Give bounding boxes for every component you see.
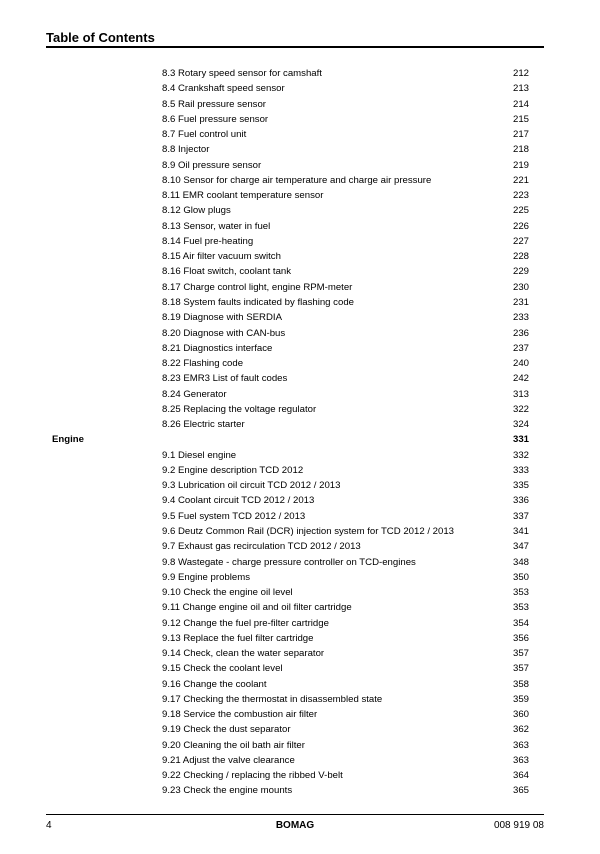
toc-entry-title: 8.15 Air filter vacuum switch — [162, 251, 281, 263]
toc-entry[interactable] — [0, 570, 600, 585]
toc-entry-page-number: 219 — [512, 159, 529, 171]
toc-entry[interactable] — [0, 661, 600, 676]
toc-entry-title: 9.1 Diesel engine — [162, 449, 237, 461]
toc-entry-title: 8.17 Charge control light, engine RPM-meter — [162, 281, 353, 293]
toc-entry[interactable] — [0, 783, 600, 798]
toc-entry[interactable] — [0, 97, 600, 112]
toc-entry-page-number: 353 — [512, 587, 529, 599]
toc-entry-page-number: 322 — [512, 403, 529, 415]
toc-entry-title: 8.12 Glow plugs — [162, 205, 231, 217]
toc-entry-page-number: 218 — [512, 144, 529, 156]
toc-entry-title: 9.18 Service the combustion air filter — [162, 709, 318, 721]
toc-entry-title: 9.16 Change the coolant — [162, 678, 267, 690]
toc-entry[interactable] — [0, 616, 600, 631]
toc-entry[interactable] — [0, 753, 600, 768]
toc-entry-title: 8.16 Float switch, coolant tank — [162, 266, 292, 278]
toc-entry-title: 8.19 Diagnose with SERDIA — [162, 312, 282, 324]
toc-entry-page-number: 336 — [512, 495, 529, 507]
toc-entry[interactable] — [0, 524, 600, 539]
toc-entry[interactable] — [0, 249, 600, 264]
toc-entry-title: 9.12 Change the fuel pre-filter cartridge — [162, 617, 329, 629]
toc-entry[interactable] — [0, 722, 600, 737]
toc-entry-page-number: 360 — [512, 709, 529, 721]
toc-entry[interactable] — [0, 555, 600, 570]
page-header — [46, 29, 544, 49]
toc-entry-title: 9.13 Replace the fuel filter cartridge — [162, 632, 314, 644]
toc-entry-page-number: 341 — [512, 525, 529, 537]
toc-entry[interactable] — [0, 341, 600, 356]
toc-entry-page-number: 364 — [512, 770, 529, 782]
toc-entry-page-number: 365 — [512, 785, 529, 797]
toc-entry-page-number: 356 — [512, 632, 529, 644]
toc-entry-page-number: 363 — [512, 754, 529, 766]
toc-entry[interactable] — [0, 768, 600, 783]
page-title: Table of Contents — [46, 30, 155, 45]
footer-brand: BOMAG — [275, 820, 315, 831]
toc-entry-title: 8.10 Sensor for charge air temperature and charge air pressure — [162, 174, 432, 186]
toc-entry-title: 9.17 Checking the thermostat in disassembled state — [162, 693, 383, 705]
toc-entry-page-number: 215 — [512, 113, 529, 125]
toc-entry[interactable] — [0, 188, 600, 203]
toc-entry-title: 8.21 Diagnostics interface — [162, 342, 273, 354]
toc-entry-page-number: 226 — [512, 220, 529, 232]
toc-entry-title: Engine — [52, 434, 84, 446]
toc-entry-page-number: 217 — [512, 129, 529, 141]
toc-entry[interactable] — [0, 738, 600, 753]
toc-entry-page-number: 353 — [512, 602, 529, 614]
toc-entry-page-number: 354 — [512, 617, 529, 629]
toc-entry[interactable] — [0, 402, 600, 417]
toc-entry-page-number: 357 — [512, 648, 529, 660]
toc-entry-page-number: 236 — [512, 327, 529, 339]
header-divider — [46, 46, 544, 48]
toc-entry-page-number: 242 — [512, 373, 529, 385]
toc-entry-title: 8.14 Fuel pre-heating — [162, 235, 254, 247]
table-of-contents — [0, 66, 600, 799]
toc-entry[interactable] — [0, 600, 600, 615]
toc-entry[interactable] — [0, 264, 600, 279]
toc-entry[interactable] — [0, 692, 600, 707]
toc-entry-page-number: 237 — [512, 342, 529, 354]
toc-entry-title: 8.22 Flashing code — [162, 358, 244, 370]
toc-entry-title: 8.7 Fuel control unit — [162, 129, 247, 141]
toc-entry-page-number: 240 — [512, 358, 529, 370]
toc-entry-page-number: 335 — [512, 480, 529, 492]
toc-entry[interactable] — [0, 219, 600, 234]
toc-entry-page-number: 313 — [512, 388, 529, 400]
toc-entry-title: 8.6 Fuel pressure sensor — [162, 113, 269, 125]
toc-entry-page-number: 362 — [512, 724, 529, 736]
toc-entry-page-number: 230 — [512, 281, 529, 293]
toc-entry-title: 8.3 Rotary speed sensor for camshaft — [162, 68, 322, 79]
toc-entry-title: 9.19 Check the dust separator — [162, 724, 291, 736]
footer-document-number: 008 919 08 — [493, 820, 544, 831]
toc-entry-title: 9.20 Cleaning the oil bath air filter — [162, 739, 305, 751]
toc-entry[interactable] — [0, 371, 600, 386]
toc-entry-page-number: 228 — [512, 251, 529, 263]
toc-entry-page-number: 332 — [512, 449, 529, 461]
toc-entry-page-number: 213 — [512, 83, 529, 95]
toc-entry-page-number: 233 — [512, 312, 529, 324]
toc-entry-title: 8.26 Electric starter — [162, 419, 245, 431]
toc-entry[interactable] — [0, 66, 600, 81]
toc-entry-title: 8.8 Injector — [162, 144, 210, 156]
toc-entry-title: 9.14 Check, clean the water separator — [162, 648, 325, 660]
toc-entry[interactable] — [0, 142, 600, 157]
footer-divider — [46, 814, 544, 815]
toc-entry[interactable] — [0, 478, 600, 493]
toc-entry-page-number: 358 — [512, 678, 529, 690]
toc-entry[interactable] — [0, 326, 600, 341]
toc-entry-title: 9.9 Engine problems — [162, 571, 250, 583]
toc-entry-page-number: 227 — [512, 235, 529, 247]
toc-entry-title: 9.10 Check the engine oil level — [162, 587, 293, 599]
toc-entry[interactable] — [0, 539, 600, 554]
toc-entry[interactable] — [0, 127, 600, 142]
toc-entry-page-number: 333 — [512, 464, 529, 476]
toc-entry-title: 9.11 Change engine oil and oil filter cartridge — [162, 602, 352, 614]
toc-entry[interactable] — [0, 417, 600, 432]
toc-entry-page-number: 324 — [512, 419, 529, 431]
toc-entry[interactable] — [0, 387, 600, 402]
toc-entry-title: 9.23 Check the engine mounts — [162, 785, 293, 797]
toc-entry-title: 8.23 EMR3 List of fault codes — [162, 373, 288, 385]
toc-entry[interactable] — [0, 81, 600, 96]
page-footer — [46, 814, 544, 836]
toc-entry[interactable] — [0, 295, 600, 310]
toc-entry-page-number: 221 — [512, 174, 529, 186]
toc-entry[interactable] — [0, 356, 600, 371]
toc-entry-title: 8.9 Oil pressure sensor — [162, 159, 262, 171]
toc-entry-page-number: 337 — [512, 510, 529, 522]
toc-entry[interactable] — [0, 509, 600, 524]
toc-entry-page-number: 350 — [512, 571, 529, 583]
toc-entry-title: 8.5 Rail pressure sensor — [162, 98, 266, 110]
toc-entry-page-number: 223 — [512, 190, 529, 202]
toc-entry-title: 8.25 Replacing the voltage regulator — [162, 403, 317, 415]
toc-entry-page-number: 348 — [512, 556, 529, 568]
toc-entry[interactable] — [0, 646, 600, 661]
toc-entry-title: 8.13 Sensor, water in fuel — [162, 220, 271, 232]
toc-entry[interactable] — [0, 585, 600, 600]
toc-entry[interactable] — [0, 173, 600, 188]
toc-entry-title: 9.6 Deutz Common Rail (DCR) injection system for TCD 2012 / 2013 — [162, 525, 455, 537]
toc-entry-page-number: 212 — [512, 68, 529, 79]
toc-entry-title: 9.5 Fuel system TCD 2012 / 2013 — [162, 510, 306, 522]
toc-entry-title: 9.4 Coolant circuit TCD 2012 / 2013 — [162, 495, 315, 507]
toc-entry[interactable] — [0, 280, 600, 295]
toc-entry-page-number: 231 — [512, 296, 529, 308]
toc-entry[interactable] — [0, 203, 600, 218]
toc-entry-page-number: 357 — [512, 663, 529, 675]
toc-entry-title: 9.21 Adjust the valve clearance — [162, 754, 295, 766]
footer-page-number: 4 — [46, 820, 52, 831]
toc-entry[interactable] — [0, 448, 600, 463]
toc-entry-title: 9.2 Engine description TCD 2012 — [162, 464, 304, 476]
toc-entry-title: 9.7 Exhaust gas recirculation TCD 2012 / 2013 — [162, 541, 361, 553]
toc-entry-page-number: 347 — [512, 541, 529, 553]
toc-entry-title: 9.8 Wastegate - charge pressure controller on TCD-engines — [162, 556, 416, 568]
toc-entry-title: 9.22 Checking / replacing the ribbed V-belt — [162, 770, 343, 782]
toc-entry-title: 8.11 EMR coolant temperature sensor — [162, 190, 324, 202]
toc-chapter-entry[interactable] — [0, 432, 600, 447]
toc-entry[interactable] — [0, 234, 600, 249]
toc-entry-page-number: 359 — [512, 693, 529, 705]
toc-entry-title: 8.20 Diagnose with CAN-bus — [162, 327, 286, 339]
toc-entry-page-number: 331 — [512, 434, 529, 446]
toc-entry-title: 8.18 System faults indicated by flashing code — [162, 296, 354, 308]
toc-entry[interactable] — [0, 310, 600, 325]
toc-entry-title: 8.24 Generator — [162, 388, 227, 400]
toc-entry[interactable] — [0, 158, 600, 173]
toc-entry-page-number: 214 — [512, 98, 529, 110]
toc-entry-title: 9.3 Lubrication oil circuit TCD 2012 / 2013 — [162, 480, 341, 492]
toc-entry-page-number: 225 — [512, 205, 529, 217]
toc-entry[interactable] — [0, 463, 600, 478]
toc-entry[interactable] — [0, 112, 600, 127]
toc-entry[interactable] — [0, 707, 600, 722]
toc-entry-title: 8.4 Crankshaft speed sensor — [162, 83, 285, 95]
toc-entry[interactable] — [0, 493, 600, 508]
toc-entry-title: 9.15 Check the coolant level — [162, 663, 283, 675]
toc-entry-page-number: 363 — [512, 739, 529, 751]
toc-entry[interactable] — [0, 631, 600, 646]
toc-entry-page-number: 229 — [512, 266, 529, 278]
toc-entry[interactable] — [0, 677, 600, 692]
